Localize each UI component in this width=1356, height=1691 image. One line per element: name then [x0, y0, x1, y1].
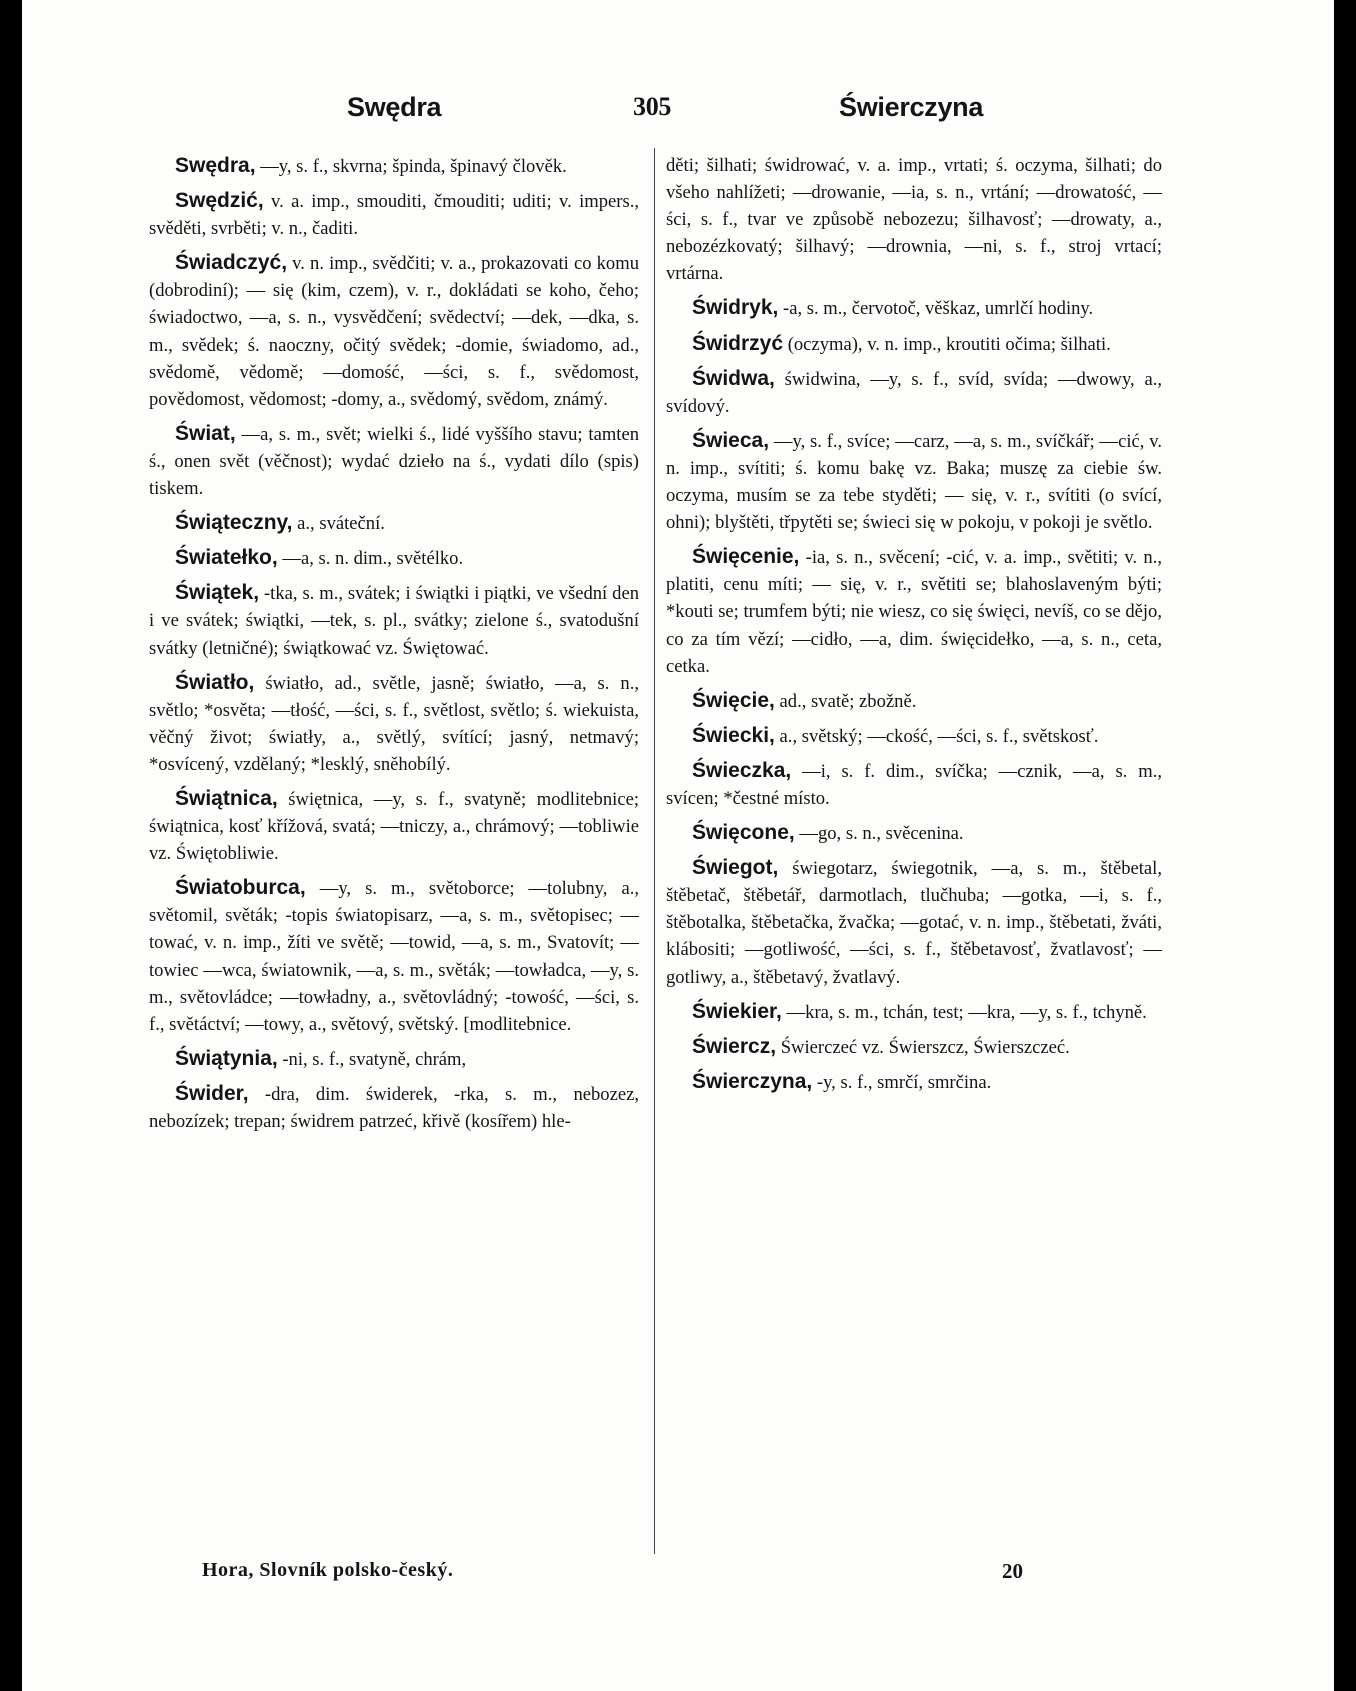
entry-definition: —go, s. n., svěcenina. — [794, 823, 964, 845]
entry-definition: Świerczeć vz. Świerszcz, Świerszczeć. — [776, 1036, 1070, 1058]
entry-headword: Świątynia, — [175, 1046, 278, 1070]
entry-definition: a., sváteční. — [292, 513, 385, 535]
dictionary-entry — [149, 249, 639, 413]
dictionary-entry — [149, 544, 639, 572]
entry-headword: Święcone, — [692, 821, 795, 845]
dictionary-entry — [666, 687, 1162, 715]
dictionary-entry — [666, 1033, 1162, 1061]
entry-definition: -tka, s. m., svátek; i świątki i piątki, ve všední den i ve svátek; świątki, —tek, s. pl., svátky; zielone ś., svatodušní svátky (letničné); świątkować vz. Świętować. — [149, 583, 639, 659]
dictionary-entry — [666, 294, 1162, 322]
entry-definition: -ia, s. n., svěcení; -cić, v. a. imp., světiti; v. n., platiti, cenu míti; — się, v. r., světiti se; blahoslaveným býti; *kouti se; trumfem býti; nie wiesz, co się święci, nevíš, co se dějo, co za tím vězí; —cidło, —a, dim. święcidełko, —a, s. n., ceta, cetka. — [666, 547, 1162, 677]
page-number: 305 — [633, 92, 672, 121]
dictionary-entry — [149, 874, 639, 1038]
dictionary-entry — [149, 785, 639, 867]
entry-definition: —kra, s. m., tchán, test; —kra, —y, s. f., tchyně. — [781, 1001, 1147, 1023]
entry-definition: -ni, s. f., svatyně, chrám, — [277, 1048, 467, 1070]
entry-definition: —y, s. m., světoborce; —tolubny, a., světomil, světák; -topis światopisarz, —a, s. m., světopisec; —tować, v. n. imp., žíti ve světě; —towid, —a, s. m., Svatovít; —towiec —wca, światownik, —a, s. m., světák; —towładca, —y, s. m., světovládce; —towładny, a., světovládný; -towość, —ści, s. f., světáctví; —towy, a., světový, světský. [modlitebnice. — [149, 878, 639, 1035]
dictionary-entry — [666, 819, 1162, 847]
entry-headword: Świątek, — [175, 581, 260, 605]
entry-headword: Święcenie, — [692, 545, 800, 569]
dictionary-entry — [666, 854, 1162, 990]
dictionary-entry — [666, 330, 1162, 358]
entry-headword: Świecki, — [692, 723, 775, 747]
dictionary-entry — [149, 187, 639, 242]
entry-definition: (oczyma), v. n. imp., kroutiti očima; šilhati. — [783, 333, 1111, 355]
entry-headword: Święcie, — [692, 688, 775, 712]
entry-headword: Świeczka, — [692, 758, 792, 782]
entry-definition: —i, s. f. dim., svíčka; —cznik, —a, s. m., svícen; *čestné místo. — [666, 760, 1162, 809]
entry-definition: świegotarz, świegotnik, —a, s. m., štěbetal, štěbetač, štěbetář, darmotlach, tlučhuba; —gotka, —i, s. f., štěbotalka, štěbetačka, žvačka; —gotać, v. n. imp., štěbetati, žváti, klábositi; —gotliwość, —ści, s. f., štěbetavosť, žvatlavosť; —gotliwy, a., štěbetavý, žvatlavý. — [666, 858, 1162, 988]
entry-headword: Swędzić, — [175, 189, 264, 213]
entry-headword: Światełko, — [175, 546, 278, 570]
right-column — [666, 152, 1162, 1103]
dictionary-entry — [149, 579, 639, 661]
entry-definition: -y, s. f., smrčí, smrčina. — [812, 1071, 992, 1093]
entry-headword: Świder, — [175, 1081, 249, 1105]
dictionary-entry — [666, 1068, 1162, 1096]
entry-headword: Świercz, — [692, 1034, 777, 1058]
dictionary-page — [22, 0, 1334, 1691]
entry-definition: a., světský; —ckość, —ści, s. f., světskosť. — [774, 725, 1099, 747]
left-column — [149, 152, 639, 1142]
running-header — [22, 92, 1334, 132]
entry-definition: -dra, dim. świderek, -rka, s. m., nebozez, nebozízek; trepan; świdrem patrzeć, křivě (kosířem) hle- — [149, 1083, 639, 1132]
dictionary-entry — [666, 365, 1162, 420]
dictionary-entry — [666, 722, 1162, 750]
dictionary-entry — [149, 152, 639, 180]
entry-headword: Świątnica, — [175, 786, 278, 810]
dictionary-entry — [149, 420, 639, 502]
right-guide-word: Świerczyna — [839, 92, 984, 122]
dictionary-entry — [666, 152, 1162, 287]
entry-headword: Świerczyna, — [692, 1069, 813, 1093]
dictionary-entry — [149, 1080, 639, 1135]
entry-headword: Swędra, — [175, 154, 256, 177]
column-divider — [654, 148, 655, 1554]
dictionary-entry — [149, 509, 639, 537]
entry-headword: Świadczyć, — [175, 251, 288, 275]
entry-definition: świętnica, —y, s. f., svatyně; modlitebnice; świątnica, kosť křížová, svatá; —tniczy, a., chrámový; —tobliwie vz. Świętobliwie. — [149, 788, 639, 865]
entry-headword: Świekier, — [692, 999, 782, 1023]
entry-definition: v. a. imp., smouditi, čmouditi; uditi; v. impers., svěděti, svrběti; v. n., čaditi. — [149, 191, 639, 240]
entry-definition: ad., svatě; zbožně. — [774, 690, 917, 712]
entry-headword: Świdwa, — [692, 366, 775, 390]
entry-headword: Światło, — [175, 670, 255, 694]
entry-definition: światło, ad., světle, jasně; światło, —a, s. n., světlo; *osvěta; —tłość, —ści, s. f., světlost, světlo; ś. wiekuista, věčný život; światły, a., světlý, svítící; jasný, netmavý; *osvícený, vzdělaný; *lesklý, sněhobílý. — [149, 672, 639, 775]
dictionary-entry — [149, 669, 639, 778]
entry-definition: —a, s. n. dim., světélko. — [277, 548, 464, 570]
entry-headword: Świdryk, — [692, 296, 779, 320]
signature-mark: 20 — [1002, 1559, 1023, 1583]
footer-source: Hora, Slovník polsko-český. — [202, 1559, 454, 1581]
entry-definition: —y, s. f., svíce; —carz, —a, s. m., svíčkář; —cić, v. n. imp., svítiti; ś. komu bakę vz. Baka; muszę za ciebie św. oczyma, musím se za tebe styděti; — się, v. r., svítiti (o svící, ohni); blyštěti, třpytěti se; świeci się w pokoju, v pokoji je světlo. — [666, 430, 1162, 534]
entry-headword: Światoburca, — [175, 876, 306, 900]
entry-definition: —a, s. m., svět; wielki ś., lidé vyššího stavu; tamten ś., onen svět (věčnost); wydać dzieło na ś., vydati dílo (spis) tiskem. — [149, 423, 639, 500]
entry-definition: —y, s. f., skvrna; špinda, špinavý člověk. — [255, 156, 567, 177]
dictionary-entry — [666, 998, 1162, 1026]
entry-definition: děti; šilhati; świdrować, v. a. imp., vrtati; ś. oczyma, šilhati; do všeho nahlížeti; —drowanie, —ia, s. n., vrtání; —drowatość, —ści, s. f., tvar ve způsobě nebozezu; šilhavosť; —drowaty, a., nebozézkovatý; šilhavý; —drownia, —ni, s. f., stroj vrtací; vrtárna. — [666, 155, 1162, 285]
entry-definition: v. n. imp., svědčiti; v. a., prokazovati co komu (dobrodiní); — się (kim, czem), v. r., dokládati se koho, čeho; świadoctwo, —a, s. n., vysvědčení; svědectví; —dek, —dka, s. m., svědek; ś. naoczny, očitý svědek; -domie, świadomo, ad., svědomě, vědomě; —domość, —ści, s. f., svědomost, povědomost, vědomost; -domy, a., svědomý, svědom, známý. — [149, 253, 639, 410]
left-guide-word: Swędra — [347, 92, 442, 122]
entry-headword: Świat, — [175, 421, 236, 445]
entry-headword: Świdrzyć — [692, 331, 784, 355]
entry-definition: -a, s. m., červotoč, věškaz, umrlčí hodiny. — [778, 298, 1094, 320]
entry-headword: Świegot, — [692, 856, 779, 880]
dictionary-entry — [666, 543, 1162, 679]
entry-headword: Świąteczny, — [175, 511, 293, 535]
entry-definition: świdwina, —y, s. f., svíd, svída; —dwowy, a., svídový. — [666, 368, 1162, 417]
dictionary-entry — [149, 1045, 639, 1073]
entry-headword: Świeca, — [692, 428, 770, 452]
dictionary-entry — [666, 427, 1162, 536]
dictionary-entry — [666, 757, 1162, 812]
